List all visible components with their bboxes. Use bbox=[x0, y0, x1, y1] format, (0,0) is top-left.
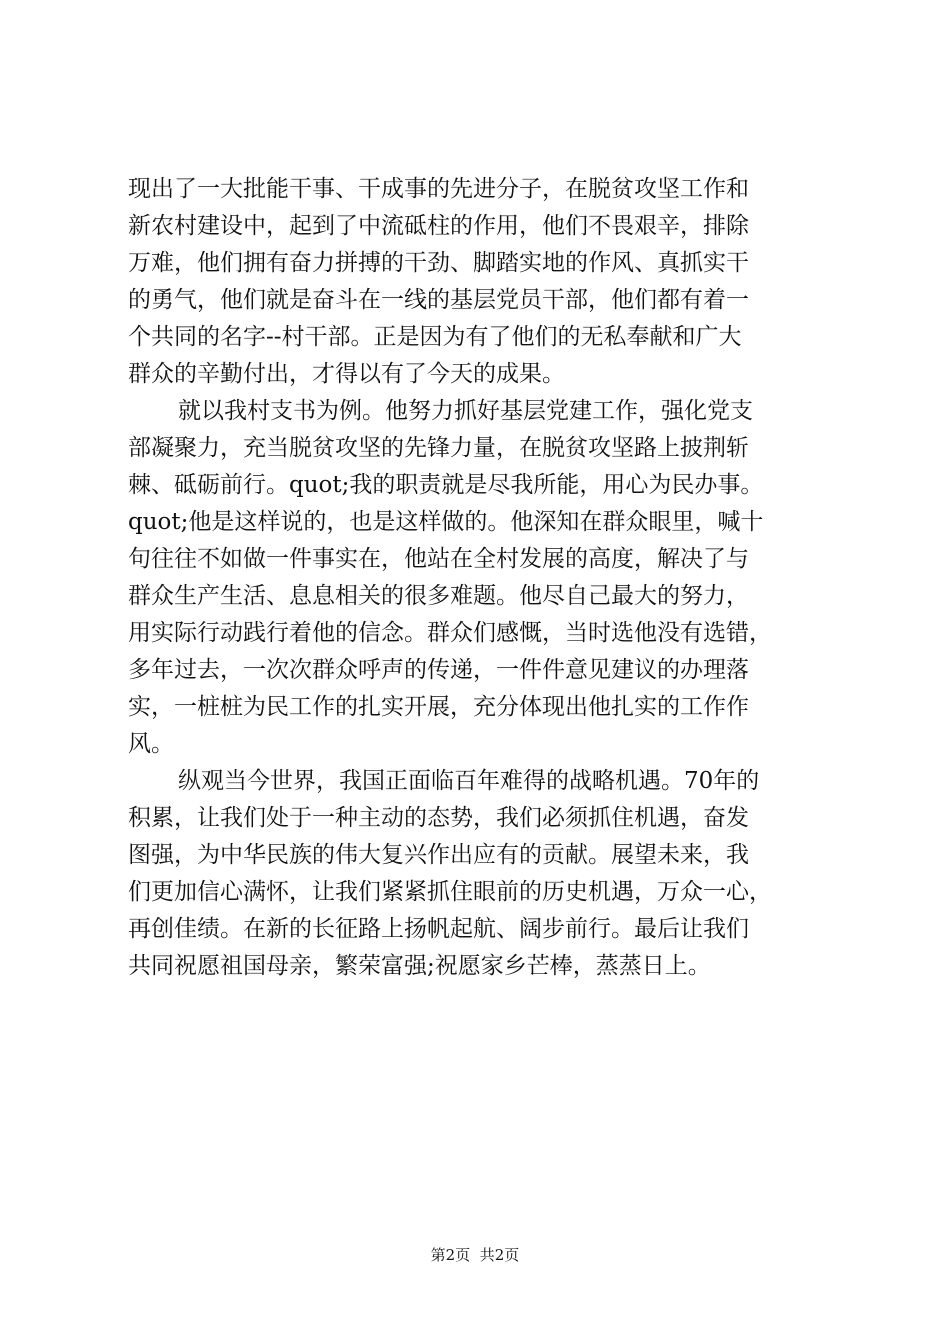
text-line: 就以我村支书为例。他努力抓好基层党建工作，强化党支 bbox=[178, 398, 753, 424]
page-total: 共2页 bbox=[479, 1246, 520, 1264]
paragraph bbox=[128, 763, 833, 985]
text-line: 的勇气，他们就是奋斗在一线的基层党员干部，他们都有着一 bbox=[128, 287, 749, 313]
body-text bbox=[128, 171, 833, 985]
text-line: 新农村建设中，起到了中流砥柱的作用，他们不畏艰辛，排除 bbox=[128, 213, 749, 239]
text-line: 积累，让我们处于一种主动的态势，我们必须抓住机遇，奋发 bbox=[128, 805, 749, 831]
text-line: 用实际行动践行着他的信念。群众们感慨，当时选他没有选错， bbox=[128, 620, 772, 646]
paragraph bbox=[128, 171, 833, 393]
text-line: quot;他是这样说的，也是这样做的。他深知在群众眼里，喊十 bbox=[128, 509, 764, 535]
text-line: 风。 bbox=[128, 731, 174, 757]
text-line: 再创佳绩。在新的长征路上扬帆起航、阔步前行。最后让我们 bbox=[128, 916, 749, 942]
text-line: 群众生产生活、息息相关的很多难题。他尽自己最大的努力， bbox=[128, 583, 749, 609]
text-line: 多年过去，一次次群众呼声的传递，一件件意见建议的办理落 bbox=[128, 657, 749, 683]
text-line: 共同祝愿祖国母亲，繁荣富强;祝愿家乡芒棒，蒸蒸日上。 bbox=[128, 953, 711, 979]
text-line: 个共同的名字--村干部。正是因为有了他们的无私奉献和广大 bbox=[128, 324, 742, 350]
text-line: 句往往不如做一件事实在，他站在全村发展的高度，解决了与 bbox=[128, 546, 749, 572]
page-footer bbox=[0, 1245, 950, 1265]
text-line: 们更加信心满怀，让我们紧紧抓住眼前的历史机遇，万众一心， bbox=[128, 879, 772, 905]
text-line: 万难，他们拥有奋力拼搏的干劲、脚踏实地的作风、真抓实干 bbox=[128, 250, 749, 276]
text-line: 实，一桩桩为民工作的扎实开展，充分体现出他扎实的工作作 bbox=[128, 694, 749, 720]
paragraph bbox=[128, 393, 833, 763]
text-line: 棘、砥砺前行。quot;我的职责就是尽我所能，用心为民办事。 bbox=[128, 472, 764, 498]
page-number: 第2页 bbox=[430, 1246, 471, 1264]
text-line: 纵观当今世界，我国正面临百年难得的战略机遇。70年的 bbox=[178, 768, 760, 794]
text-line: 群众的辛勤付出，才得以有了今天的成果。 bbox=[128, 361, 565, 387]
text-line: 部凝聚力，充当脱贫攻坚的先锋力量，在脱贫攻坚路上披荆斩 bbox=[128, 435, 749, 461]
text-line: 图强，为中华民族的伟大复兴作出应有的贡献。展望未来，我 bbox=[128, 842, 749, 868]
text-line: 现出了一大批能干事、干成事的先进分子，在脱贫攻坚工作和 bbox=[128, 176, 749, 202]
